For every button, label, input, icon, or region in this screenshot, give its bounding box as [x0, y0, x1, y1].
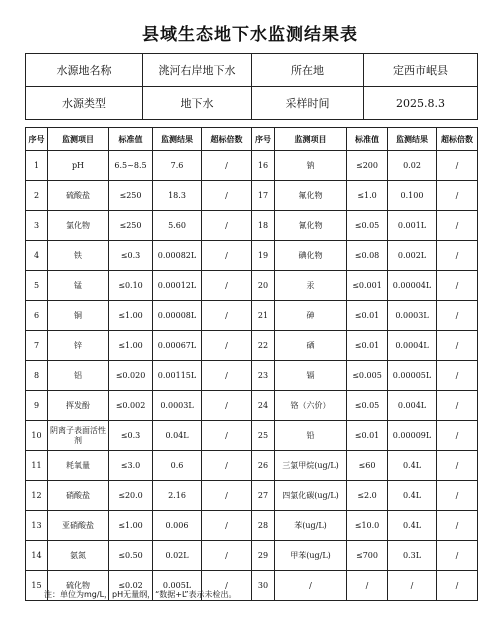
table-cell: / — [202, 151, 252, 181]
table-cell: 5.60 — [153, 211, 202, 241]
table-cell: 0.00005L — [388, 361, 437, 391]
table-cell: 0.00115L — [153, 361, 202, 391]
table-cell: 硒 — [275, 331, 347, 361]
table-cell: 锰 — [48, 271, 109, 301]
table-cell: 23 — [252, 361, 275, 391]
table-cell: / — [437, 541, 478, 571]
table-cell: 0.0004L — [388, 331, 437, 361]
table-cell: 甲苯(ug/L) — [275, 541, 347, 571]
table-cell: ≤0.020 — [109, 361, 153, 391]
table-cell: ≤1.00 — [109, 301, 153, 331]
table-cell: 0.004L — [388, 391, 437, 421]
table-row — [26, 271, 478, 301]
table-cell: 锌 — [48, 331, 109, 361]
table-cell: 钠 — [275, 151, 347, 181]
column-header: 超标倍数 — [202, 128, 252, 151]
table-cell: ≤0.002 — [109, 391, 153, 421]
table-cell: ≤1.00 — [109, 331, 153, 361]
table-cell: / — [202, 481, 252, 511]
table-cell: / — [202, 361, 252, 391]
table-cell: 0.00009L — [388, 421, 437, 451]
table-cell: / — [388, 571, 437, 601]
table-cell: 29 — [252, 541, 275, 571]
table-cell: 2.16 — [153, 481, 202, 511]
table-cell: / — [202, 301, 252, 331]
info-cell: 洮河右岸地下水 — [143, 54, 252, 87]
table-row — [26, 331, 478, 361]
table-cell: 氟化物 — [275, 181, 347, 211]
column-header: 标准值 — [109, 128, 153, 151]
table-cell: 耗氧量 — [48, 451, 109, 481]
table-cell: 氰化物 — [275, 211, 347, 241]
table-cell: 20 — [252, 271, 275, 301]
table-cell: 挥发酚 — [48, 391, 109, 421]
table-cell: pH — [48, 151, 109, 181]
table-cell: / — [202, 571, 252, 601]
table-header-row — [26, 128, 478, 151]
table-cell: 6 — [26, 301, 48, 331]
table-cell: 铝 — [48, 361, 109, 391]
table-cell: ≤0.01 — [347, 421, 388, 451]
table-cell: ≤0.005 — [347, 361, 388, 391]
table-cell: 0.02L — [153, 541, 202, 571]
table-row — [26, 511, 478, 541]
table-cell: 14 — [26, 541, 48, 571]
table-cell: / — [437, 511, 478, 541]
info-cell: 水源类型 — [26, 87, 143, 120]
monitoring-results-table — [25, 127, 478, 601]
table-cell: / — [437, 421, 478, 451]
table-cell: 7.6 — [153, 151, 202, 181]
table-cell: ≤3.0 — [109, 451, 153, 481]
table-cell: 亚硝酸盐 — [48, 511, 109, 541]
table-cell: 3 — [26, 211, 48, 241]
table-cell: / — [437, 151, 478, 181]
table-cell: 氯化物 — [48, 211, 109, 241]
table-cell: 0.4L — [388, 481, 437, 511]
table-cell: 砷 — [275, 301, 347, 331]
table-cell: 7 — [26, 331, 48, 361]
table-cell: 铬（六价） — [275, 391, 347, 421]
table-row — [26, 421, 478, 451]
table-row — [26, 451, 478, 481]
table-cell: 镉 — [275, 361, 347, 391]
table-cell: / — [437, 451, 478, 481]
table-cell: / — [202, 241, 252, 271]
table-cell: 0.006 — [153, 511, 202, 541]
info-row — [26, 54, 478, 87]
table-cell: 0.00008L — [153, 301, 202, 331]
table-cell: 0.002L — [388, 241, 437, 271]
table-cell: 1 — [26, 151, 48, 181]
table-cell: / — [437, 241, 478, 271]
table-cell: 0.02 — [388, 151, 437, 181]
table-cell: 硫酸盐 — [48, 181, 109, 211]
table-cell: 4 — [26, 241, 48, 271]
table-cell: 氨氮 — [48, 541, 109, 571]
table-cell: ≤250 — [109, 211, 153, 241]
table-cell: / — [437, 271, 478, 301]
table-cell: ≤0.01 — [347, 331, 388, 361]
table-cell: 25 — [252, 421, 275, 451]
table-cell: ≤0.3 — [109, 421, 153, 451]
table-cell: / — [202, 211, 252, 241]
table-cell: / — [202, 391, 252, 421]
table-cell: / — [202, 271, 252, 301]
table-cell: / — [202, 451, 252, 481]
table-cell: 13 — [26, 511, 48, 541]
table-cell: / — [437, 481, 478, 511]
table-cell: 汞 — [275, 271, 347, 301]
table-cell: 0.00012L — [153, 271, 202, 301]
table-cell: 18.3 — [153, 181, 202, 211]
table-cell: 0.001L — [388, 211, 437, 241]
table-cell: 苯(ug/L) — [275, 511, 347, 541]
table-cell: 9 — [26, 391, 48, 421]
table-cell: ≤0.3 — [109, 241, 153, 271]
table-cell: 硝酸盐 — [48, 481, 109, 511]
column-header: 监测项目 — [275, 128, 347, 151]
table-cell: 铁 — [48, 241, 109, 271]
column-header: 超标倍数 — [437, 128, 478, 151]
column-header: 监测项目 — [48, 128, 109, 151]
table-cell: / — [202, 541, 252, 571]
table-cell: / — [437, 331, 478, 361]
info-cell: 水源地名称 — [26, 54, 143, 87]
table-cell: / — [202, 421, 252, 451]
table-cell: / — [202, 181, 252, 211]
table-cell: 0.0003L — [388, 301, 437, 331]
table-row — [26, 391, 478, 421]
table-cell: 8 — [26, 361, 48, 391]
table-cell: 26 — [252, 451, 275, 481]
table-cell: 10 — [26, 421, 48, 451]
table-cell: ≤0.05 — [347, 391, 388, 421]
table-cell: ≤200 — [347, 151, 388, 181]
table-cell: 2 — [26, 181, 48, 211]
page-title: 县域生态地下水监测结果表 — [142, 25, 358, 45]
table-cell: 0.4L — [388, 451, 437, 481]
table-cell: 18 — [252, 211, 275, 241]
info-row — [26, 87, 478, 120]
table-cell: 5 — [26, 271, 48, 301]
table-cell: 16 — [252, 151, 275, 181]
table-cell: 6.5~8.5 — [109, 151, 153, 181]
column-header: 序号 — [252, 128, 275, 151]
table-row — [26, 301, 478, 331]
table-cell: ≤2.0 — [347, 481, 388, 511]
column-header: 标准值 — [347, 128, 388, 151]
table-cell: ≤10.0 — [347, 511, 388, 541]
table-row — [26, 241, 478, 271]
info-cell: 所在地 — [252, 54, 364, 87]
table-cell: 0.00082L — [153, 241, 202, 271]
table-cell: / — [437, 211, 478, 241]
table-cell: / — [347, 571, 388, 601]
table-cell: ≤20.0 — [109, 481, 153, 511]
table-cell: / — [437, 571, 478, 601]
table-cell: 铜 — [48, 301, 109, 331]
info-cell: 2025.8.3 — [364, 87, 478, 120]
table-cell: 28 — [252, 511, 275, 541]
table-cell: ≤0.001 — [347, 271, 388, 301]
table-cell: / — [437, 361, 478, 391]
table-cell: 0.00067L — [153, 331, 202, 361]
info-cell: 定西市岷县 — [364, 54, 478, 87]
table-cell: / — [202, 511, 252, 541]
table-cell: 三氯甲烷(ug/L) — [275, 451, 347, 481]
table-row — [26, 211, 478, 241]
table-cell: ≤1.0 — [347, 181, 388, 211]
table-cell: 0.0003L — [153, 391, 202, 421]
table-cell: 17 — [252, 181, 275, 211]
table-cell: ≤0.05 — [347, 211, 388, 241]
table-cell: 碘化物 — [275, 241, 347, 271]
table-cell: 0.00004L — [388, 271, 437, 301]
table-cell: 19 — [252, 241, 275, 271]
table-cell: 阴离子表面活性剂 — [48, 421, 109, 451]
table-cell: 15 — [26, 571, 48, 601]
info-cell: 地下水 — [143, 87, 252, 120]
table-row — [26, 481, 478, 511]
table-cell: ≤1.00 — [109, 511, 153, 541]
table-cell: ≤700 — [347, 541, 388, 571]
table-cell: 21 — [252, 301, 275, 331]
table-cell: 0.005L — [153, 571, 202, 601]
table-cell: 铅 — [275, 421, 347, 451]
table-cell: ≤60 — [347, 451, 388, 481]
table-cell: 30 — [252, 571, 275, 601]
table-cell: / — [202, 331, 252, 361]
table-cell: ≤0.02 — [109, 571, 153, 601]
table-row — [26, 541, 478, 571]
source-info-table — [25, 53, 478, 120]
table-cell: 0.6 — [153, 451, 202, 481]
table-cell: / — [437, 181, 478, 211]
footnote: 注：单位为mg/L，pH无量纲，“数据+L”表示未检出。 — [44, 590, 237, 599]
table-row — [26, 151, 478, 181]
table-cell: ≤0.10 — [109, 271, 153, 301]
table-cell: 11 — [26, 451, 48, 481]
table-cell: / — [437, 301, 478, 331]
table-cell: 12 — [26, 481, 48, 511]
column-header: 序号 — [26, 128, 48, 151]
table-cell: 0.4L — [388, 511, 437, 541]
table-cell: / — [437, 391, 478, 421]
table-cell: 0.04L — [153, 421, 202, 451]
column-header: 监测结果 — [153, 128, 202, 151]
column-header: 监测结果 — [388, 128, 437, 151]
table-cell: ≤0.08 — [347, 241, 388, 271]
table-cell: ≤250 — [109, 181, 153, 211]
table-row — [26, 181, 478, 211]
table-cell: 0.3L — [388, 541, 437, 571]
table-cell: ≤0.01 — [347, 301, 388, 331]
table-cell: 27 — [252, 481, 275, 511]
table-cell: 22 — [252, 331, 275, 361]
table-cell: 0.100 — [388, 181, 437, 211]
info-cell: 采样时间 — [252, 87, 364, 120]
table-cell: 24 — [252, 391, 275, 421]
table-cell: 四氯化碳(ug/L) — [275, 481, 347, 511]
table-cell: ≤0.50 — [109, 541, 153, 571]
table-cell: 硫化物 — [48, 571, 109, 601]
table-cell: / — [275, 571, 347, 601]
table-row — [26, 361, 478, 391]
